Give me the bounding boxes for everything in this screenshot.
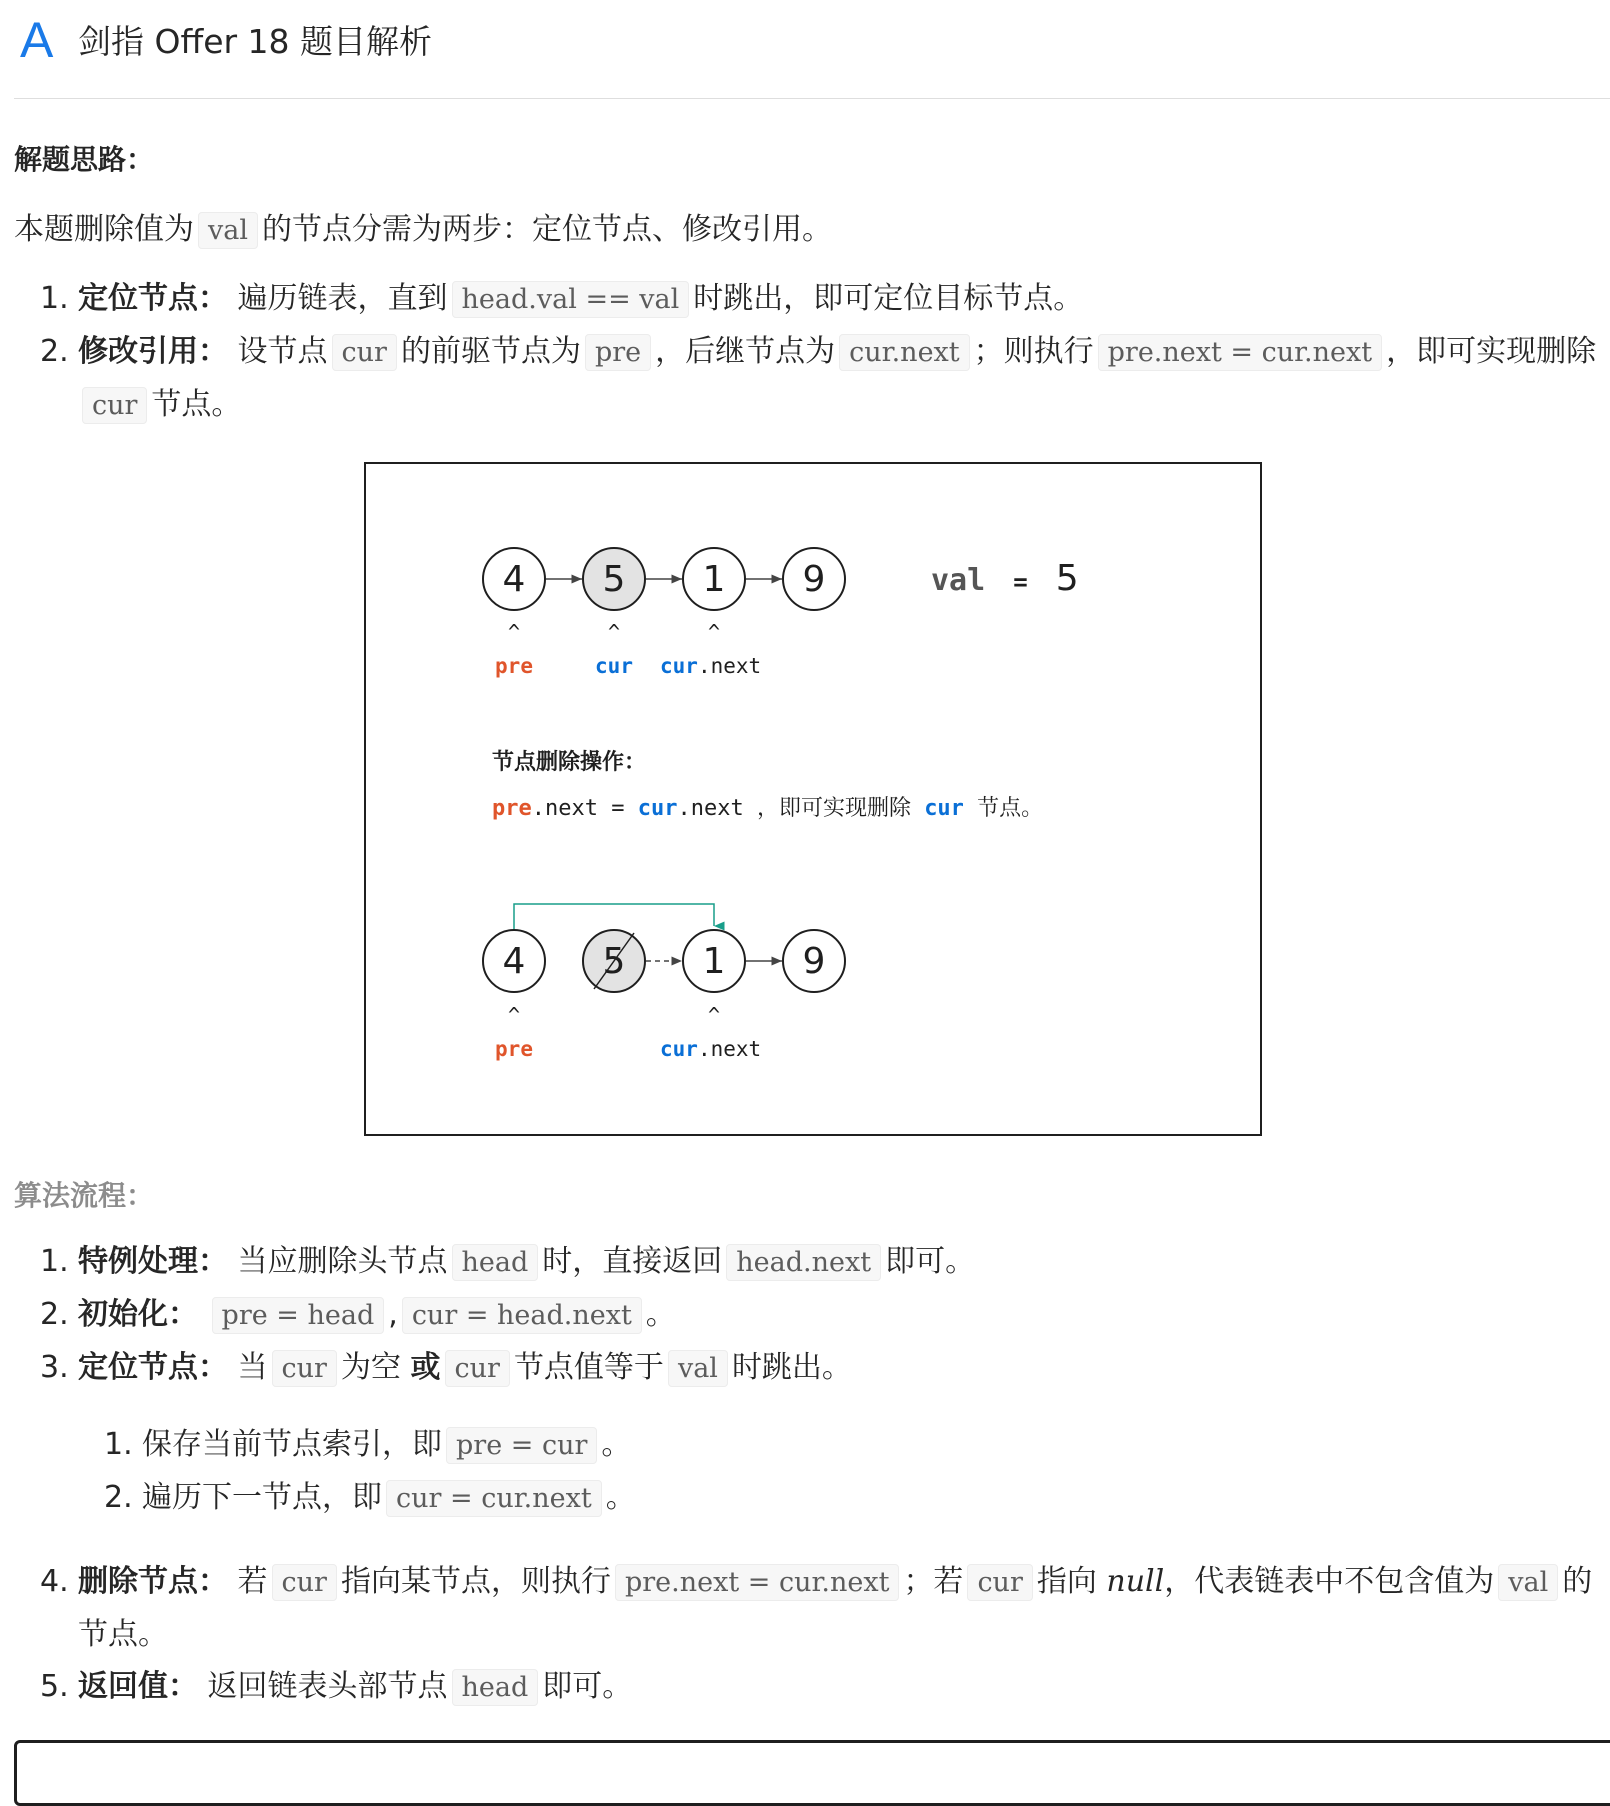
intro-paragraph — [14, 208, 832, 253]
item-text: 返回链表头部节点 — [207, 1669, 448, 1704]
op-tail: 节点。 — [963, 796, 1044, 821]
caret: ^ — [507, 620, 521, 644]
list-number: 1. — [40, 1244, 69, 1279]
cur-next-cur: cur — [660, 1037, 698, 1061]
op-line — [492, 796, 1043, 821]
inline-code: pre = head — [212, 1297, 385, 1334]
val-eq: = — [1013, 568, 1028, 596]
header — [0, 0, 1610, 100]
inline-code: head.val == val — [452, 281, 690, 318]
item-text: 即可。 — [885, 1244, 976, 1279]
cur-next-cur: cur — [660, 654, 698, 678]
inline-code: cur — [332, 334, 397, 371]
caret: ^ — [607, 620, 621, 644]
item-text: ，代表链表中不包含值为 — [1164, 1564, 1495, 1599]
item-text: ；则执行 — [973, 334, 1094, 369]
item-text: 节点。 — [151, 387, 242, 422]
list-number: 2. — [104, 1480, 133, 1515]
item-text: ，即可实现删除 — [1386, 334, 1597, 369]
item-text: 当应删除头节点 — [237, 1244, 448, 1279]
node-value: 4 — [502, 559, 526, 600]
cur-next-next: .next — [697, 1037, 762, 1061]
pre-pointer-label: pre — [495, 1037, 533, 1061]
inline-code: pre.next = cur.next — [615, 1564, 899, 1601]
header-divider — [14, 98, 1610, 99]
node-value: 1 — [702, 941, 726, 982]
item-bold-text: 或 — [410, 1350, 441, 1385]
item-text: 的节点。 — [78, 1564, 1593, 1652]
item-label: 修改引用： — [78, 334, 228, 369]
linked-list-figure — [364, 462, 1262, 1136]
code-block — [14, 1740, 1610, 1806]
item-label: 删除节点： — [78, 1564, 228, 1599]
item-text: 若 — [237, 1564, 268, 1599]
item-text: 遍历链表，直到 — [237, 281, 448, 316]
inline-code: pre.next = cur.next — [1098, 334, 1382, 371]
item-label: 定位节点： — [78, 1350, 228, 1385]
item-text: 指向某节点，则执行 — [340, 1564, 611, 1599]
approach-list — [40, 273, 1600, 432]
item-text: 当 — [237, 1350, 268, 1385]
cur-next-next: .next — [697, 654, 762, 678]
inline-code: cur.next — [839, 334, 969, 371]
linked-list-diagram — [366, 464, 1260, 1134]
inline-code: cur — [272, 1564, 337, 1601]
list-number: 1. — [104, 1427, 133, 1462]
val-label: val — [931, 563, 986, 598]
list-number: 1. — [40, 281, 69, 316]
item-text: 为空 — [340, 1350, 401, 1385]
list-item — [40, 1661, 1600, 1714]
node-value: 9 — [802, 559, 826, 600]
item-label: 初始化： — [78, 1297, 198, 1332]
item-text: 。 — [605, 1480, 636, 1515]
cur-next-pointer-label — [660, 1037, 761, 1061]
item-text: ，后继节点为 — [655, 334, 836, 369]
op-next1: .next = — [531, 796, 638, 821]
caret: ^ — [707, 620, 721, 644]
inline-code: cur = cur.next — [386, 1480, 602, 1517]
inline-code: cur — [967, 1564, 1032, 1601]
item-text: 遍历下一节点，即 — [142, 1480, 382, 1515]
inline-code: head.next — [726, 1244, 881, 1281]
op-next2: .next ，即可实现删除 — [677, 796, 925, 821]
inline-code: val — [1498, 1564, 1558, 1601]
page-title: 剑指 Offer 18 题目解析 — [78, 22, 433, 61]
inline-code: head — [452, 1244, 539, 1281]
op-cur2: cur — [924, 796, 964, 821]
node-value: 5 — [602, 941, 626, 982]
sublist-item — [104, 1419, 636, 1472]
item-label: 定位节点： — [78, 281, 228, 316]
inline-code: val — [198, 212, 258, 249]
inline-code: head — [452, 1669, 539, 1706]
inline-code: cur — [445, 1350, 510, 1387]
list-number: 3. — [40, 1350, 69, 1385]
sublist-item — [104, 1472, 636, 1525]
logo-icon: A — [20, 12, 54, 68]
list-number: 5. — [40, 1669, 69, 1704]
item-text: 指向 — [1036, 1564, 1097, 1599]
caret: ^ — [707, 1003, 721, 1027]
intro-text-post: 的节点分需为两步：定位节点、修改引用。 — [262, 212, 832, 247]
list-item — [40, 273, 1600, 326]
node-value: 4 — [502, 941, 526, 982]
inline-code: pre = cur — [446, 1427, 597, 1464]
algorithm-list-a — [40, 1236, 1600, 1395]
cur-next-pointer-label — [660, 654, 761, 678]
item-text: 时跳出，即可定位目标节点。 — [693, 281, 1084, 316]
op-pre: pre — [492, 796, 532, 821]
list-number: 2. — [40, 334, 69, 369]
intro-text-pre: 本题删除值为 — [14, 212, 194, 247]
inline-code: pre — [585, 334, 651, 371]
item-text: 设节点 — [237, 334, 328, 369]
item-text: 节点值等于 — [513, 1350, 664, 1385]
math-null: null — [1106, 1564, 1165, 1599]
item-label: 返回值： — [78, 1669, 198, 1704]
item-text: , — [388, 1297, 398, 1332]
inline-code: val — [668, 1350, 728, 1387]
node-value: 1 — [702, 559, 726, 600]
section-title-algorithm: 算法流程： — [14, 1179, 155, 1212]
item-text: 。 — [601, 1427, 632, 1462]
inline-code: cur = head.next — [402, 1297, 642, 1334]
inline-code: cur — [82, 387, 147, 424]
pre-pointer-label: pre — [495, 654, 533, 678]
list-item — [40, 1236, 1600, 1289]
algorithm-list-b — [40, 1556, 1600, 1714]
algorithm-sublist — [104, 1419, 636, 1525]
list-number: 2. — [40, 1297, 69, 1332]
op-cur: cur — [637, 796, 678, 821]
item-label: 特例处理： — [78, 1244, 228, 1279]
node-value: 5 — [602, 559, 626, 600]
cur-pointer-label: cur — [595, 654, 633, 678]
list-item — [40, 1342, 1600, 1395]
caret: ^ — [507, 1003, 521, 1027]
item-text: 时跳出。 — [731, 1350, 852, 1385]
item-text: 时，直接返回 — [542, 1244, 723, 1279]
inline-code: cur — [272, 1350, 337, 1387]
val-expression — [931, 558, 1079, 599]
list-item — [40, 1556, 1600, 1661]
item-text: 。 — [645, 1297, 676, 1332]
op-title: 节点删除操作： — [492, 750, 647, 775]
list-item — [40, 326, 1600, 432]
val-value: 5 — [1055, 558, 1079, 599]
list-number: 4. — [40, 1564, 69, 1599]
list-item — [40, 1289, 1600, 1342]
item-text: ；若 — [903, 1564, 964, 1599]
item-text: 即可。 — [542, 1669, 633, 1704]
section-title-approach: 解题思路： — [14, 143, 155, 176]
node-value: 9 — [802, 941, 826, 982]
item-text: 保存当前节点索引，即 — [142, 1427, 442, 1462]
item-text: 的前驱节点为 — [400, 334, 581, 369]
